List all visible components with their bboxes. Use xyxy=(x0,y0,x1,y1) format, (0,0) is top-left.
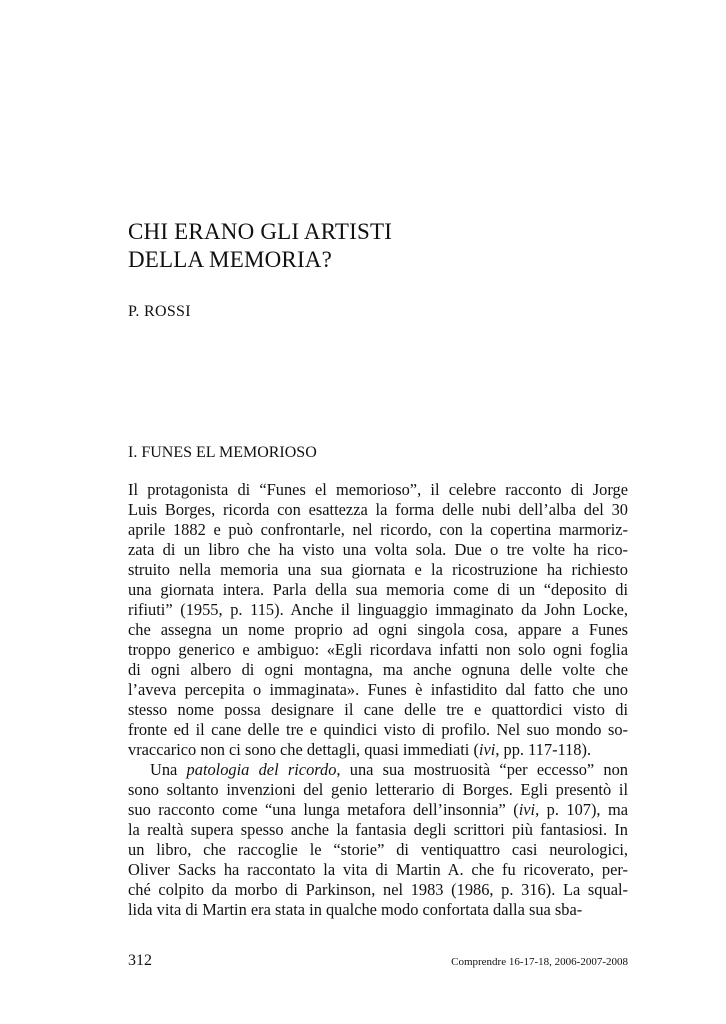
italic-text: ivi xyxy=(478,740,496,759)
italic-text: patologia del ricordo xyxy=(186,760,337,779)
body-line: una giornata intera. Parla della sua memoria come di un “deposito di xyxy=(128,580,628,599)
body-text-segment: vraccarico non ci sono che dettagli, quasi immediati ( xyxy=(128,740,479,759)
body-line: lida vita di Martin era stata in qualche modo confortata dalla sua sba- xyxy=(128,900,583,919)
body-line: sono soltanto invenzioni del genio letterario di Borges. Egli presentò il xyxy=(128,780,628,799)
body-line: l’aveva percepita o immaginata». Funes è infastidito dal fatto che uno xyxy=(128,680,628,699)
section-title-initial: F xyxy=(141,444,151,461)
body-line: troppo generico e ambiguo: «Egli ricordava infatti non solo ogni foglia xyxy=(128,640,628,659)
body-text-segment: , una sua mostruosità “per eccesso” non xyxy=(336,760,628,779)
article-title xyxy=(128,218,628,274)
body-line: zata di un libro che ha visto una volta sola. Due o tre volte ha rico- xyxy=(128,540,628,559)
section-heading xyxy=(128,442,317,464)
body-line: struito nella memoria una sua giornata e la ricostruzione ha richiesto xyxy=(128,560,628,579)
body-line: fronte ed il cane delle tre e quindici visto di profilo. Nel suo mondo so- xyxy=(128,720,628,739)
section-number: I. xyxy=(128,444,142,461)
body-text-segment: Una xyxy=(150,760,187,779)
body-line: che assegna un nome proprio ad ogni singola cosa, appare a Funes xyxy=(128,620,628,639)
italic-text: ivi xyxy=(518,800,536,819)
article-title-line-2: DELLA MEMORIA? xyxy=(128,247,333,272)
body-text xyxy=(128,480,628,920)
body-line: Il protagonista di “Funes el memorioso”, il celebre racconto di Jorge xyxy=(128,480,628,499)
body-line xyxy=(128,800,628,820)
body-line: aprile 1882 e può confrontarle, nel ricordo, con la copertina marmoriz- xyxy=(128,520,628,539)
section-title-rest: UNES EL MEMORIOSO xyxy=(150,444,317,461)
page-number: 312 xyxy=(128,952,152,969)
body-line: Oliver Sacks ha raccontato la vita di Martin A. che fu ricoverato, per- xyxy=(128,860,628,879)
body-line: rifiuti” (1955, p. 115). Anche il linguaggio immaginato da John Locke, xyxy=(128,600,628,619)
body-text-segment: , pp. 117-118). xyxy=(495,740,592,759)
body-line: Luis Borges, ricorda con esattezza la forma delle nubi dell’alba del 30 xyxy=(128,500,628,519)
body-line: di ogni albero di ogni montagna, ma anche ognuna delle volte che xyxy=(128,660,628,679)
body-line: stesso nome possa designare il cane delle tre e quattordici visto di xyxy=(128,700,628,719)
body-line xyxy=(128,740,628,760)
body-line: un libro, che raccoglie le “storie” di ventiquattro casi neurologici, xyxy=(128,840,628,859)
body-text-segment: , p. 107), ma xyxy=(535,800,628,819)
article-author: P. ROSSI xyxy=(128,303,191,320)
body-line: ché colpito da morbo di Parkinson, nel 1983 (1986, p. 316). La squal- xyxy=(128,880,628,899)
body-text-segment: suo racconto come “una lunga metafora dell’insonnia” ( xyxy=(128,800,519,819)
body-line: la realtà supera spesso anche la fantasia degli scrittori più fantasiosi. In xyxy=(128,820,628,839)
article-title-line-1: CHI ERANO GLI ARTISTI xyxy=(128,219,393,244)
journal-citation: Comprendre 16-17-18, 2006-2007-2008 xyxy=(451,956,628,968)
body-line xyxy=(128,760,628,780)
